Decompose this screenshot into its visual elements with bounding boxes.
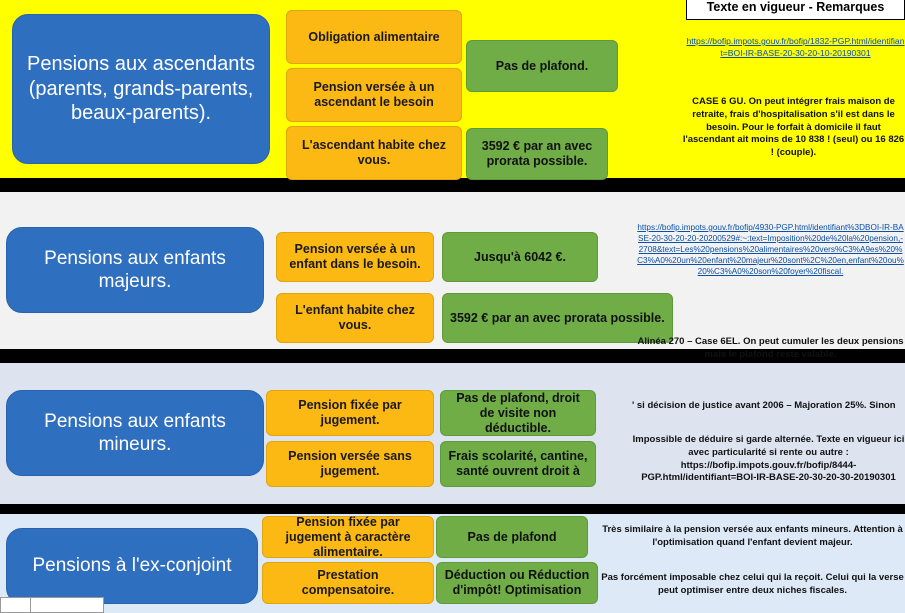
condition-pension-sans-jugement-mineurs: Pension versée sans jugement. — [266, 441, 434, 487]
condition-ascendant-habite-chez-vous: L'ascendant habite chez vous. — [286, 126, 462, 180]
note-link-enfants-majeurs — [636, 222, 905, 277]
bofip-link-enfants-majeurs[interactable]: https://bofip.impots.gouv.fr/bofip/4930-PGP.html/identifiant%3DBOI-IR-BASE-20-30-20-20-20200529#:~:text=Imposition%20de%20la%20pension,-2708&text=Les%20pensions%20alimentaires%20vers%C3%A9es%20%C3%A0%20un%20enfant%20majeur%20sont%2C%20en,enfant%20ou%20%C3%A0%20son%20foyer%20fiscal. — [637, 223, 904, 277]
note-text-mineurs-garde-alternee: Impossible de déduire si garde alternée. Texte en vigueur ici avec particularité si rente ou autre : https://bofip.impots.gouv.fr/bofip/8444-PGP.html/identifiant=BOI-IR-BASE-20-30-20-30-20190301 — [632, 434, 905, 484]
condition-pension-enfant-besoin: Pension versée à un enfant dans le besoin. — [276, 232, 434, 282]
result-pas-de-plafond-ex-conjoint: Pas de plafond — [436, 516, 588, 558]
note-text-enfants-majeurs: Alinéa 270 – Case 6EL. On peut cumuler les deux pensions mais le plafond reste valable. — [637, 336, 904, 360]
bottom-left-frame-fragment-left — [0, 597, 30, 613]
note-text-ex-conjoint-similaire: Très similaire à la pension versée aux enfants mineurs. Attention à l'optimisation quand l'enfant devient majeur. — [602, 524, 903, 548]
condition-enfant-habite-chez-vous: L'enfant habite chez vous. — [276, 293, 434, 343]
band-separator-3 — [0, 504, 905, 514]
bofip-link-ascendants[interactable]: https://bofip.impots.gouv.fr/bofip/1832-PGP.html/identifiant=BOI-IR-BASE-20-30-20-10-20190301 — [686, 36, 905, 58]
condition-prestation-compensatoire: Prestation compensatoire. — [262, 562, 434, 604]
category-title-enfants-mineurs: Pensions aux enfants mineurs. — [6, 390, 264, 476]
condition-pension-fixee-jugement-mineurs: Pension fixée par jugement. — [266, 390, 434, 436]
category-title-ascendants: Pensions aux ascendants (parents, grands-parents, beaux-parents). — [12, 14, 270, 164]
condition-obligation-alimentaire: Obligation alimentaire — [286, 10, 462, 64]
result-pas-plafond-droit-visite: Pas de plafond, droit de visite non déductible. — [440, 390, 596, 436]
condition-pension-jugement-alimentaire: Pension fixée par jugement à caractère alimentaire. — [262, 516, 434, 558]
result-forfait-3592-enfants: 3592 € par an avec prorata possible. — [442, 293, 673, 343]
result-forfait-3592-ascendants: 3592 € par an avec prorata possible. — [466, 128, 608, 180]
result-pas-de-plafond-ascendants: Pas de plafond. — [466, 40, 618, 92]
category-title-ex-conjoint: Pensions à l'ex-conjoint — [6, 528, 258, 604]
result-frais-scolarite-cantine-sante: Frais scolarité, cantine, santé ouvrent droit à — [440, 441, 596, 487]
note-text-ascendants: CASE 6 GU. On peut intégrer frais maison de retraite, frais d'hospitalisation s'il est dans le besoin. Pour le forfait à domicile il faut l'ascendant ait moins de 10 838 ! (seul) ou 16 826 ! (couple). — [682, 96, 905, 159]
band-separator-1 — [0, 178, 905, 192]
condition-pension-ascendant-besoin: Pension versée à un ascendant le besoin — [286, 68, 462, 122]
category-title-enfants-majeurs: Pensions aux enfants majeurs. — [6, 227, 264, 313]
note-text-mineurs-majoration: ' si décision de justice avant 2006 – Majoration 25%. Sinon — [632, 400, 896, 411]
note-text-ex-conjoint-imposable: Pas forcément imposable chez celui qui la reçoit. Celui qui la verse peut optimiser entre deux niches fiscales. — [601, 572, 904, 596]
result-plafond-6042: Jusqu'à 6042 €. — [442, 232, 598, 282]
column-header-remarques: Texte en vigueur - Remarques — [686, 0, 905, 20]
note-link-ascendants — [686, 36, 905, 59]
result-deduction-ou-reduction: Déduction ou Réduction d'impôt! Optimisation — [436, 562, 598, 604]
bottom-left-frame-fragment — [30, 597, 104, 613]
